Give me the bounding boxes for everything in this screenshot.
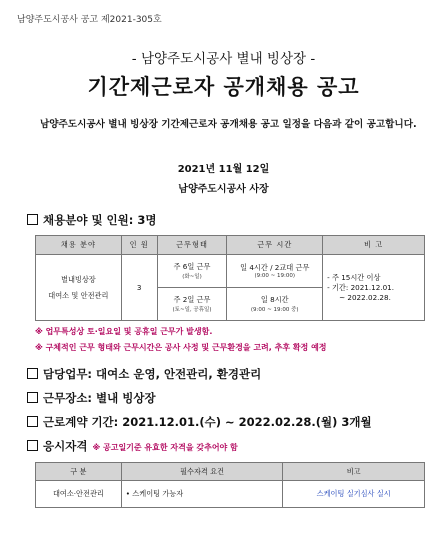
remark-line: - 주 15시간 이상 xyxy=(327,272,381,282)
table-header: 구 분 xyxy=(36,463,122,481)
section-qualification xyxy=(27,438,238,454)
intro-paragraph: 남양주도시공사 별내 빙상장 기간제근로자 공개채용 공고 일정을 다음과 같이 공고합니다. xyxy=(40,119,417,130)
work-time-sub: (9:00 ~ 19:00) xyxy=(254,273,296,279)
note-schedule: ※ 구체적인 근무 형태와 근무시간은 공사 사정 및 근무환경을 고려, 추후 확정 예정 xyxy=(35,343,327,352)
table-row xyxy=(36,481,425,508)
section-place xyxy=(27,390,156,406)
checkbox-icon xyxy=(27,214,38,225)
checkbox-icon xyxy=(27,416,38,427)
work-type-sub: (토~일, 공휴일) xyxy=(172,307,212,313)
table-header: 근무 시간 xyxy=(227,236,323,255)
table-header: 채용 분야 xyxy=(36,236,122,255)
table-header: 비고 xyxy=(283,463,425,481)
work-type: 주 2일 근무 xyxy=(173,295,211,304)
section-recruit-label: 채용분야 및 인원: 3명 xyxy=(43,213,157,227)
qualification-label: 응시자격 xyxy=(43,439,88,453)
qualification-table xyxy=(35,462,425,508)
qualification-note: ※ 공고일기준 유효한 자격을 갖추어야 함 xyxy=(92,443,238,452)
section-contract xyxy=(27,414,372,430)
table-header: 인 원 xyxy=(121,236,157,255)
work-type-cell xyxy=(157,288,227,321)
section-place-label: 근무장소: 별내 빙상장 xyxy=(43,391,156,405)
work-time-sub: (9:00 ~ 19:00 중) xyxy=(250,307,299,313)
contract-period: 2021.12.01.(수) ~ 2022.02.28.(월) 3개월 xyxy=(122,415,372,429)
qual-remark-cell: 스케이팅 실기심사 실시 xyxy=(283,481,425,508)
checkbox-icon xyxy=(27,368,38,379)
section-recruit xyxy=(27,212,156,228)
notice-date: 2021년 11월 12일 xyxy=(177,164,270,175)
qual-field-cell: 대여소·안전관리 xyxy=(36,481,122,508)
contract-label: 근로계약 기간: xyxy=(43,415,123,429)
qual-requirement-cell: • 스케이팅 가능자 xyxy=(121,481,283,508)
section-duty-label: 담당업무: 대여소 운영, 안전관리, 환경관리 xyxy=(43,367,262,381)
organization-name: 남양주도시공사 사장 xyxy=(178,184,269,195)
notice-number: 남양주도시공사 공고 제2021-305호 xyxy=(17,15,162,25)
table-header: 근무형태 xyxy=(157,236,227,255)
page-title: 기간제근로자 공개채용 공고 xyxy=(87,75,360,99)
work-time: 일 4시간 / 2교대 근무 xyxy=(240,263,310,272)
work-type-cell xyxy=(157,255,227,288)
remark-line: - 기간: 2021.12.01. xyxy=(327,282,395,292)
field-line-2: 대여소 및 안전관리 xyxy=(48,290,109,300)
remark-line: ~ 2022.02.28. xyxy=(339,292,391,302)
work-time-cell xyxy=(227,288,323,321)
note-weekend: ※ 업무특성상 토·일요일 및 공휴일 근무가 발생함. xyxy=(35,327,213,336)
work-time: 일 8시간 xyxy=(260,295,289,304)
table-header-row xyxy=(36,463,425,481)
table-header: 비 고 xyxy=(323,236,425,255)
field-cell xyxy=(36,255,122,321)
field-line-1: 별내빙상장 xyxy=(61,274,96,284)
remark-cell xyxy=(323,255,425,321)
count-cell: 3 xyxy=(121,255,157,321)
table-row xyxy=(36,255,425,288)
section-duty xyxy=(27,366,261,382)
checkbox-icon xyxy=(27,440,38,451)
table-header: 필수자격 요건 xyxy=(121,463,283,481)
checkbox-icon xyxy=(27,392,38,403)
work-type: 주 6일 근무 xyxy=(173,262,211,271)
recruit-table xyxy=(35,235,425,321)
work-time-cell xyxy=(227,255,323,288)
subtitle: - 남양주도시공사 별내 빙상장 - xyxy=(131,51,316,67)
work-type-sub: (화~일) xyxy=(182,274,202,280)
table-header-row xyxy=(36,236,425,255)
